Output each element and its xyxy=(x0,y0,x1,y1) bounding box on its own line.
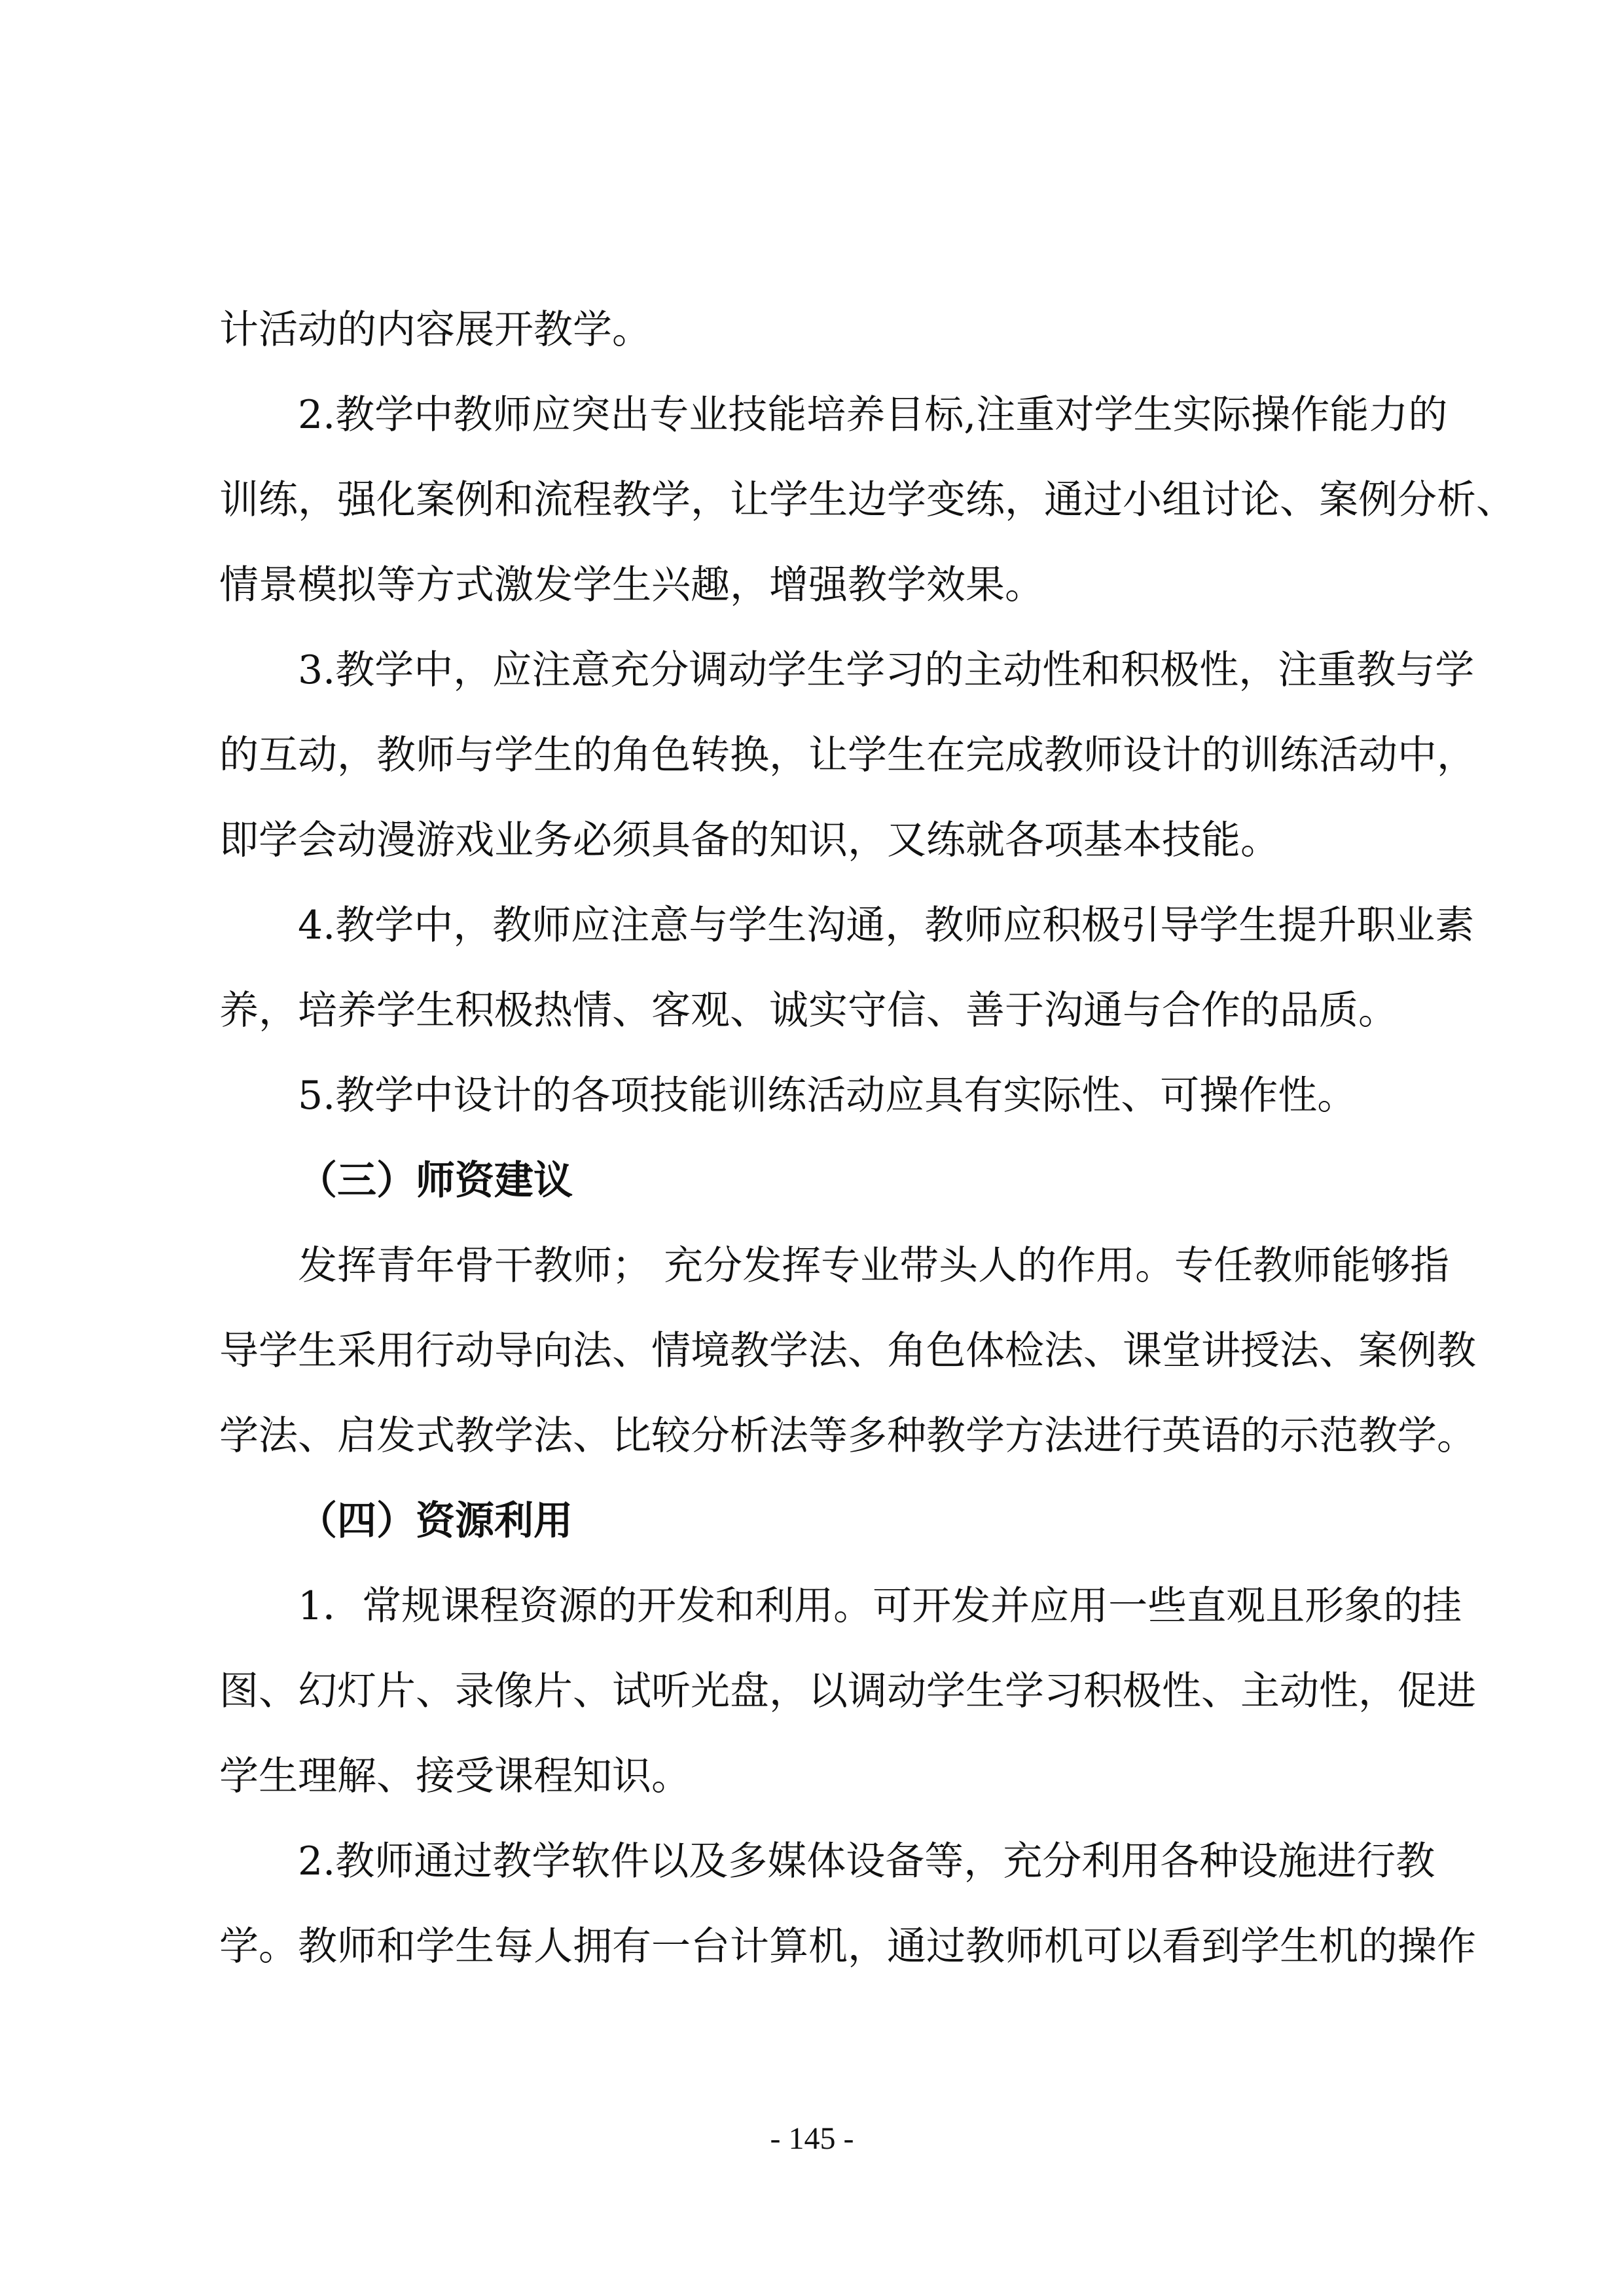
text-line: 计活动的内容展开教学。 xyxy=(219,307,651,353)
text-line: 训练，强化案例和流程教学，让学生边学变练，通过小组讨论、案例分析、 xyxy=(219,477,1515,523)
text-line: 导学生采用行动导向法、情境教学法、角色体检法、课堂讲授法、案例教 xyxy=(219,1328,1476,1374)
text-line: 发挥青年骨干教师； 充分发挥专业带头人的作用。专任教师能够指 xyxy=(298,1243,1450,1289)
text-line: 2.教师通过教学软件以及多媒体设备等，充分利用各种设施进行教 xyxy=(298,1839,1435,1884)
text-line: 情景模拟等方式激发学生兴趣，增强教学效果。 xyxy=(219,562,1044,608)
text-line: 学。教师和学生每人拥有一台计算机，通过教师机可以看到学生机的操作 xyxy=(219,1924,1476,1969)
text-line: 即学会动漫游戏业务必须具备的知识，又练就各项基本技能。 xyxy=(219,817,1280,863)
text-line: 5.教学中设计的各项技能训练活动应具有实际性、可操作性。 xyxy=(298,1073,1357,1119)
text-line: 4.教学中，教师应注意与学生沟通，教师应积极引导学生提升职业素 xyxy=(298,903,1475,948)
text-line: 的互动，教师与学生的角色转换，让学生在完成教师设计的训练活动中， xyxy=(219,732,1476,778)
text-line: 图、幻灯片、录像片、试听光盘，以调动学生学习积极性、主动性，促进 xyxy=(219,1668,1476,1714)
text-line: 1．常规课程资源的开发和利用。可开发并应用一些直观且形象的挂 xyxy=(298,1583,1462,1629)
text-line: 学生理解、接受课程知识。 xyxy=(219,1753,691,1799)
text-line: 3.教学中，应注意充分调动学生学习的主动性和积极性，注重教与学 xyxy=(298,647,1475,693)
page-number: - 145 - xyxy=(770,2121,854,2156)
section-heading: （三）师资建议 xyxy=(298,1158,573,1204)
text-line: 学法、启发式教学法、比较分析法等多种教学方法进行英语的示范教学。 xyxy=(219,1413,1476,1459)
text-line: 2.教学中教师应突出专业技能培养目标,注重对学生实际操作能力的 xyxy=(298,392,1448,438)
text-line: 养，培养学生积极热情、客观、诚实守信、善于沟通与合作的品质。 xyxy=(219,988,1398,1033)
section-heading: （四）资源利用 xyxy=(298,1498,573,1544)
